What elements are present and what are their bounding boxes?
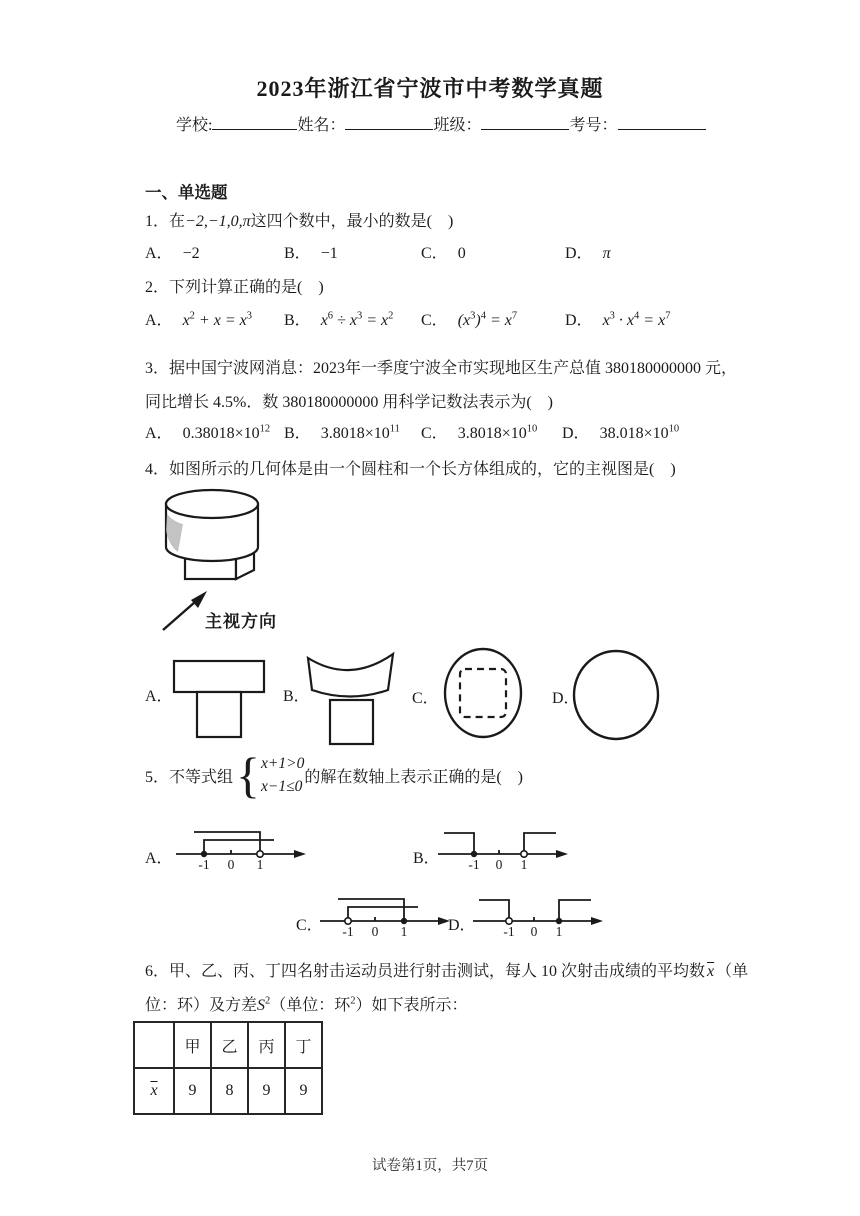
question-5-number: 5． [145, 768, 170, 786]
question-3-options [145, 420, 679, 443]
q1-option-d: D． π [565, 245, 611, 262]
system-brace: { [236, 747, 261, 803]
tick-label: 0 [371, 924, 379, 939]
question-1-number: 1． [145, 213, 170, 230]
q4-option-a-label: A． [145, 688, 173, 705]
student-info-row [176, 112, 706, 135]
table-mean-row [134, 1068, 322, 1114]
view-direction-label: 主视方向 [205, 612, 277, 631]
inequality-system: x+1>0 x−1≤0 [261, 755, 305, 795]
tick-label: -1 [198, 857, 210, 872]
section-heading: 一、单选题 [145, 183, 228, 202]
q4-option-b-label: B． [283, 688, 310, 705]
q5-option-d-label: D． [448, 917, 476, 934]
school-label: 学校: [176, 117, 213, 134]
question-6-line1: 6．甲、乙、丙、丁四名射击运动员进行射击测试，每人 10 次射击成绩的平均数 $\overline{x}$ （单 [145, 963, 749, 980]
tick-label: 0 [530, 924, 538, 939]
q4-option-c-label: C． [412, 690, 439, 707]
q5-option-a-label: A． [145, 850, 173, 867]
q5-option-a-numberline [174, 820, 309, 874]
q4-option-b-figure-concave-top [303, 648, 398, 748]
question-1-stem [145, 208, 453, 231]
question-1-math: −2,−1,0,π [185, 213, 251, 230]
q4-option-a-figure-t-shape [170, 653, 285, 743]
q5-option-d-numberline [471, 887, 606, 941]
question-3-line1: 3．据中国宁波网消息：2023年一季度宁波全市实现地区生产总值 380180000000 元， [145, 360, 738, 377]
tick-label: -1 [342, 924, 354, 939]
tick-label: 0 [495, 857, 503, 872]
tick-label: 0 [227, 857, 235, 872]
q5-option-b-numberline [436, 820, 571, 874]
value-cell: 9 [285, 1068, 322, 1114]
tick-label: 1 [520, 857, 528, 872]
q6-statistics-table [133, 1021, 323, 1115]
variance-symbol: S [257, 997, 266, 1014]
q5-option-b-label: B． [413, 850, 440, 867]
question-4-stem: 4．如图所示的几何体是由一个圆柱和一个长方体组成的，它的主视图是( ) [145, 461, 676, 478]
header-cell [134, 1022, 174, 1068]
value-cell: 9 [174, 1068, 211, 1114]
q2-option-d: D． $x^3 \cdot x^4 = x^7$ [565, 310, 671, 329]
examno-blank [618, 114, 706, 130]
q5-option-c-label: C． [296, 917, 323, 934]
page-footer: 试卷第1页，共7页 [372, 1158, 488, 1174]
header-cell: 丙 [248, 1022, 285, 1068]
tick-label: 1 [555, 924, 563, 939]
question-3-line2: 同比增长 4.5%．数 380180000000 用科学记数法表示为( ) [145, 394, 553, 411]
q3-option-c: C． $3.8018\times 10^{10}$ [421, 423, 538, 442]
question-5-stem [145, 747, 524, 803]
question-6-line2: 位：环）及方差$S^2$（单位：环$^2$）如下表所示： [145, 995, 468, 1014]
table-header-row [134, 1022, 322, 1068]
tick-label: -1 [468, 857, 480, 872]
x-bar-symbol: $\overline{x}$ [707, 963, 715, 980]
class-label: 班级： [433, 117, 482, 134]
cylinder-shape [166, 490, 258, 561]
q4-option-c-figure-circle-dashed-square [441, 646, 527, 740]
tick-label: 1 [256, 857, 264, 872]
question-5-pre: 不等式组 [169, 768, 234, 786]
class-blank [481, 114, 569, 130]
header-cell: 甲 [174, 1022, 211, 1068]
name-blank [345, 114, 433, 130]
q5-option-c-numberline [318, 887, 453, 941]
q2-option-c: C． $(x^3)^4 = x^7$ [421, 310, 518, 329]
question-5-post: 的解在数轴上表示正确的是( ) [304, 768, 524, 786]
q4-option-d-label: D． [552, 690, 580, 707]
question-1-options [145, 240, 611, 263]
q3-option-b: B． $3.8018\times 10^{11}$ [284, 423, 400, 442]
q3-option-d: D． $38.018\times 10^{10}$ [562, 423, 680, 442]
name-label: 姓名： [297, 117, 346, 134]
tick-label: 1 [400, 924, 408, 939]
header-cell: 乙 [211, 1022, 248, 1068]
q2-option-b: B． $x^6 \div x^3 = x^2$ [284, 310, 394, 329]
q3-option-a: A． $0.38018\times 10^{12}$ [145, 423, 271, 442]
school-blank [212, 114, 297, 130]
question-1-pre: 在 [169, 213, 186, 230]
value-cell: 8 [211, 1068, 248, 1114]
page-title: 2023年浙江省宁波市中考数学真题 [256, 76, 604, 101]
q1-option-b: B． −1 [284, 245, 338, 262]
q1-option-a: A． −2 [145, 245, 200, 262]
question-2-options [145, 307, 670, 330]
examno-label: 考号： [569, 117, 618, 134]
tick-label: -1 [503, 924, 515, 939]
q1-option-c: C． 0 [421, 245, 466, 262]
question-1-post: 这四个数中，最小的数是( ) [250, 213, 454, 230]
header-cell: 丁 [285, 1022, 322, 1068]
q4-option-d-figure-circle [571, 648, 663, 742]
q2-option-a: A． $x^2 + x = x^3$ [145, 310, 252, 329]
question-2-stem: 2．下列计算正确的是( ) [145, 279, 324, 296]
value-cell: 9 [248, 1068, 285, 1114]
view-direction-arrow-icon [163, 591, 207, 630]
row-label-cell: $\overline{x}$ [134, 1068, 174, 1114]
